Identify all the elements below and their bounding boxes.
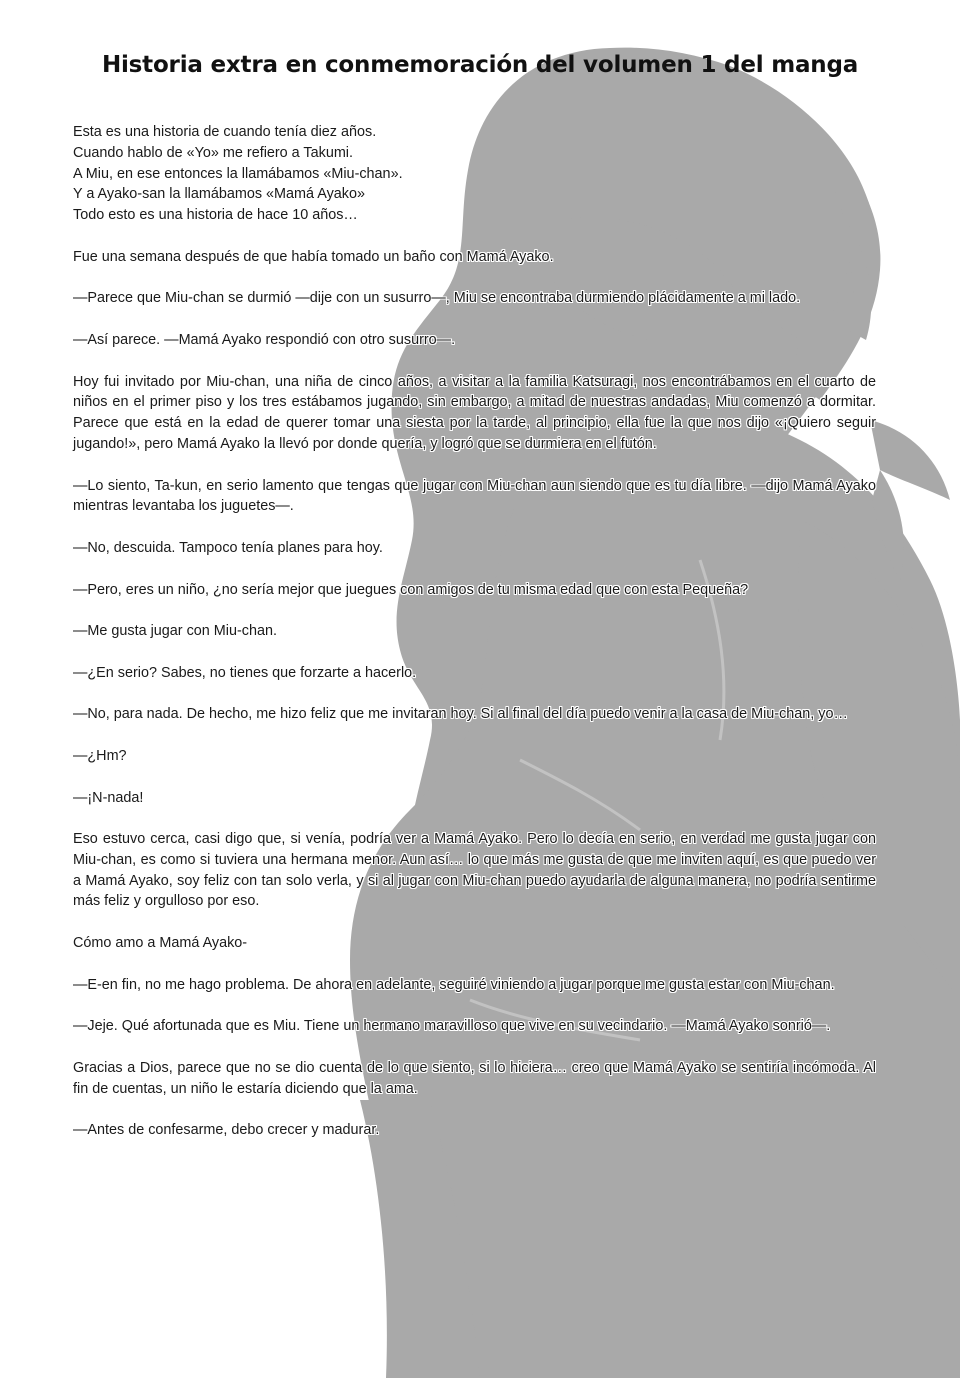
intro-line: Y a Ayako-san la llamábamos «Mamá Ayako» xyxy=(73,186,365,203)
intro-line: A Miu, en ese entonces la llamábamos «Miu-chan». xyxy=(73,165,403,182)
story-text xyxy=(73,122,876,1162)
paragraph: Fue una semana después de que había tomado un baño con Mamá Ayako. xyxy=(73,248,554,265)
paragraph: Hoy fui invitado por Miu-chan, una niña de cinco años, a visitar a la familia Katsuragi, nos encontrábamos en el cuarto de niños en el primer piso y los tres estábamos jugando, sin embargo, a mitad de nuestras andadas, Miu comenzó a dormitar. Parece que está en la edad de querer tomar una siesta por la tarde, al principio, ella fue la que nos dijo «¡Quiero seguir jugando!», pero Mamá Ayako la llevó por donde quería, y logró que se durmiera en el futón. xyxy=(73,373,876,452)
paragraph: Gracias a Dios, parece que no se dio cuenta de lo que siento, si lo hiciera… creo que Mamá Ayako se sentiría incómoda. Al fin de cuentas, un niño le estaría diciendo que la ama. xyxy=(73,1059,876,1097)
paragraph: —Parece que Miu-chan se durmió —dije con un susurro—, Miu se encontraba durmiendo plácidamente a mi lado. xyxy=(73,290,801,307)
paragraph: —¡N-nada! xyxy=(73,789,144,806)
paragraph: —E-en fin, no me hago problema. De ahora en adelante, seguiré viniendo a jugar porque me gusta estar con Miu-chan. xyxy=(73,976,835,993)
paragraph: —¿Hm? xyxy=(73,747,127,764)
paragraph: Eso estuvo cerca, casi digo que, si venía, podría ver a Mamá Ayako. Pero lo decía en serio, en verdad me gusta jugar con Miu-chan, es como si tuviera una hermana menor. Aun así… lo que más me gusta de que me inviten aquí, es que puedo ver a Mamá Ayako, soy feliz con tan solo verla, y si al jugar con Miu-chan puedo ayudarla de alguna manera, no podría sentirme más feliz y orgulloso por eso. xyxy=(73,831,876,910)
paragraph: —Así parece. —Mamá Ayako respondió con otro susurro—. xyxy=(73,331,456,348)
intro-line: Todo esto es una historia de hace 10 años… xyxy=(73,207,358,224)
paragraph: —¿En serio? Sabes, no tienes que forzarte a hacerlo. xyxy=(73,664,417,681)
paragraph: Cómo amo a Mamá Ayako- xyxy=(73,935,248,952)
page-title: Historia extra en conmemoración del volumen 1 del manga xyxy=(101,52,859,78)
intro-block xyxy=(73,122,876,226)
paragraph: —Jeje. Qué afortunada que es Miu. Tiene un hermano maravilloso que vive en su vecindario. —Mamá Ayako sonrió—. xyxy=(73,1018,831,1035)
paragraph: —No, descuida. Tampoco tenía planes para hoy. xyxy=(73,539,383,556)
paragraph: —Pero, eres un niño, ¿no sería mejor que juegues con amigos de tu misma edad que con esta Pequeña? xyxy=(73,581,749,598)
intro-line: Cuando hablo de «Yo» me refiero a Takumi. xyxy=(73,144,354,161)
intro-line: Esta es una historia de cuando tenía diez años. xyxy=(73,124,377,140)
paragraph: —Me gusta jugar con Miu-chan. xyxy=(73,623,277,640)
paragraph: —No, para nada. De hecho, me hizo feliz que me invitaran hoy. Si al final del día puedo venir a la casa de Miu-chan, yo… xyxy=(73,706,848,723)
paragraph: —Antes de confesarme, debo crecer y madurar. xyxy=(73,1122,380,1139)
paragraph: —Lo siento, Ta-kun, en serio lamento que tengas que jugar con Miu-chan aun siendo que es tu día libre. —dijo Mamá Ayako mientras levantaba los juguetes—. xyxy=(73,477,876,515)
